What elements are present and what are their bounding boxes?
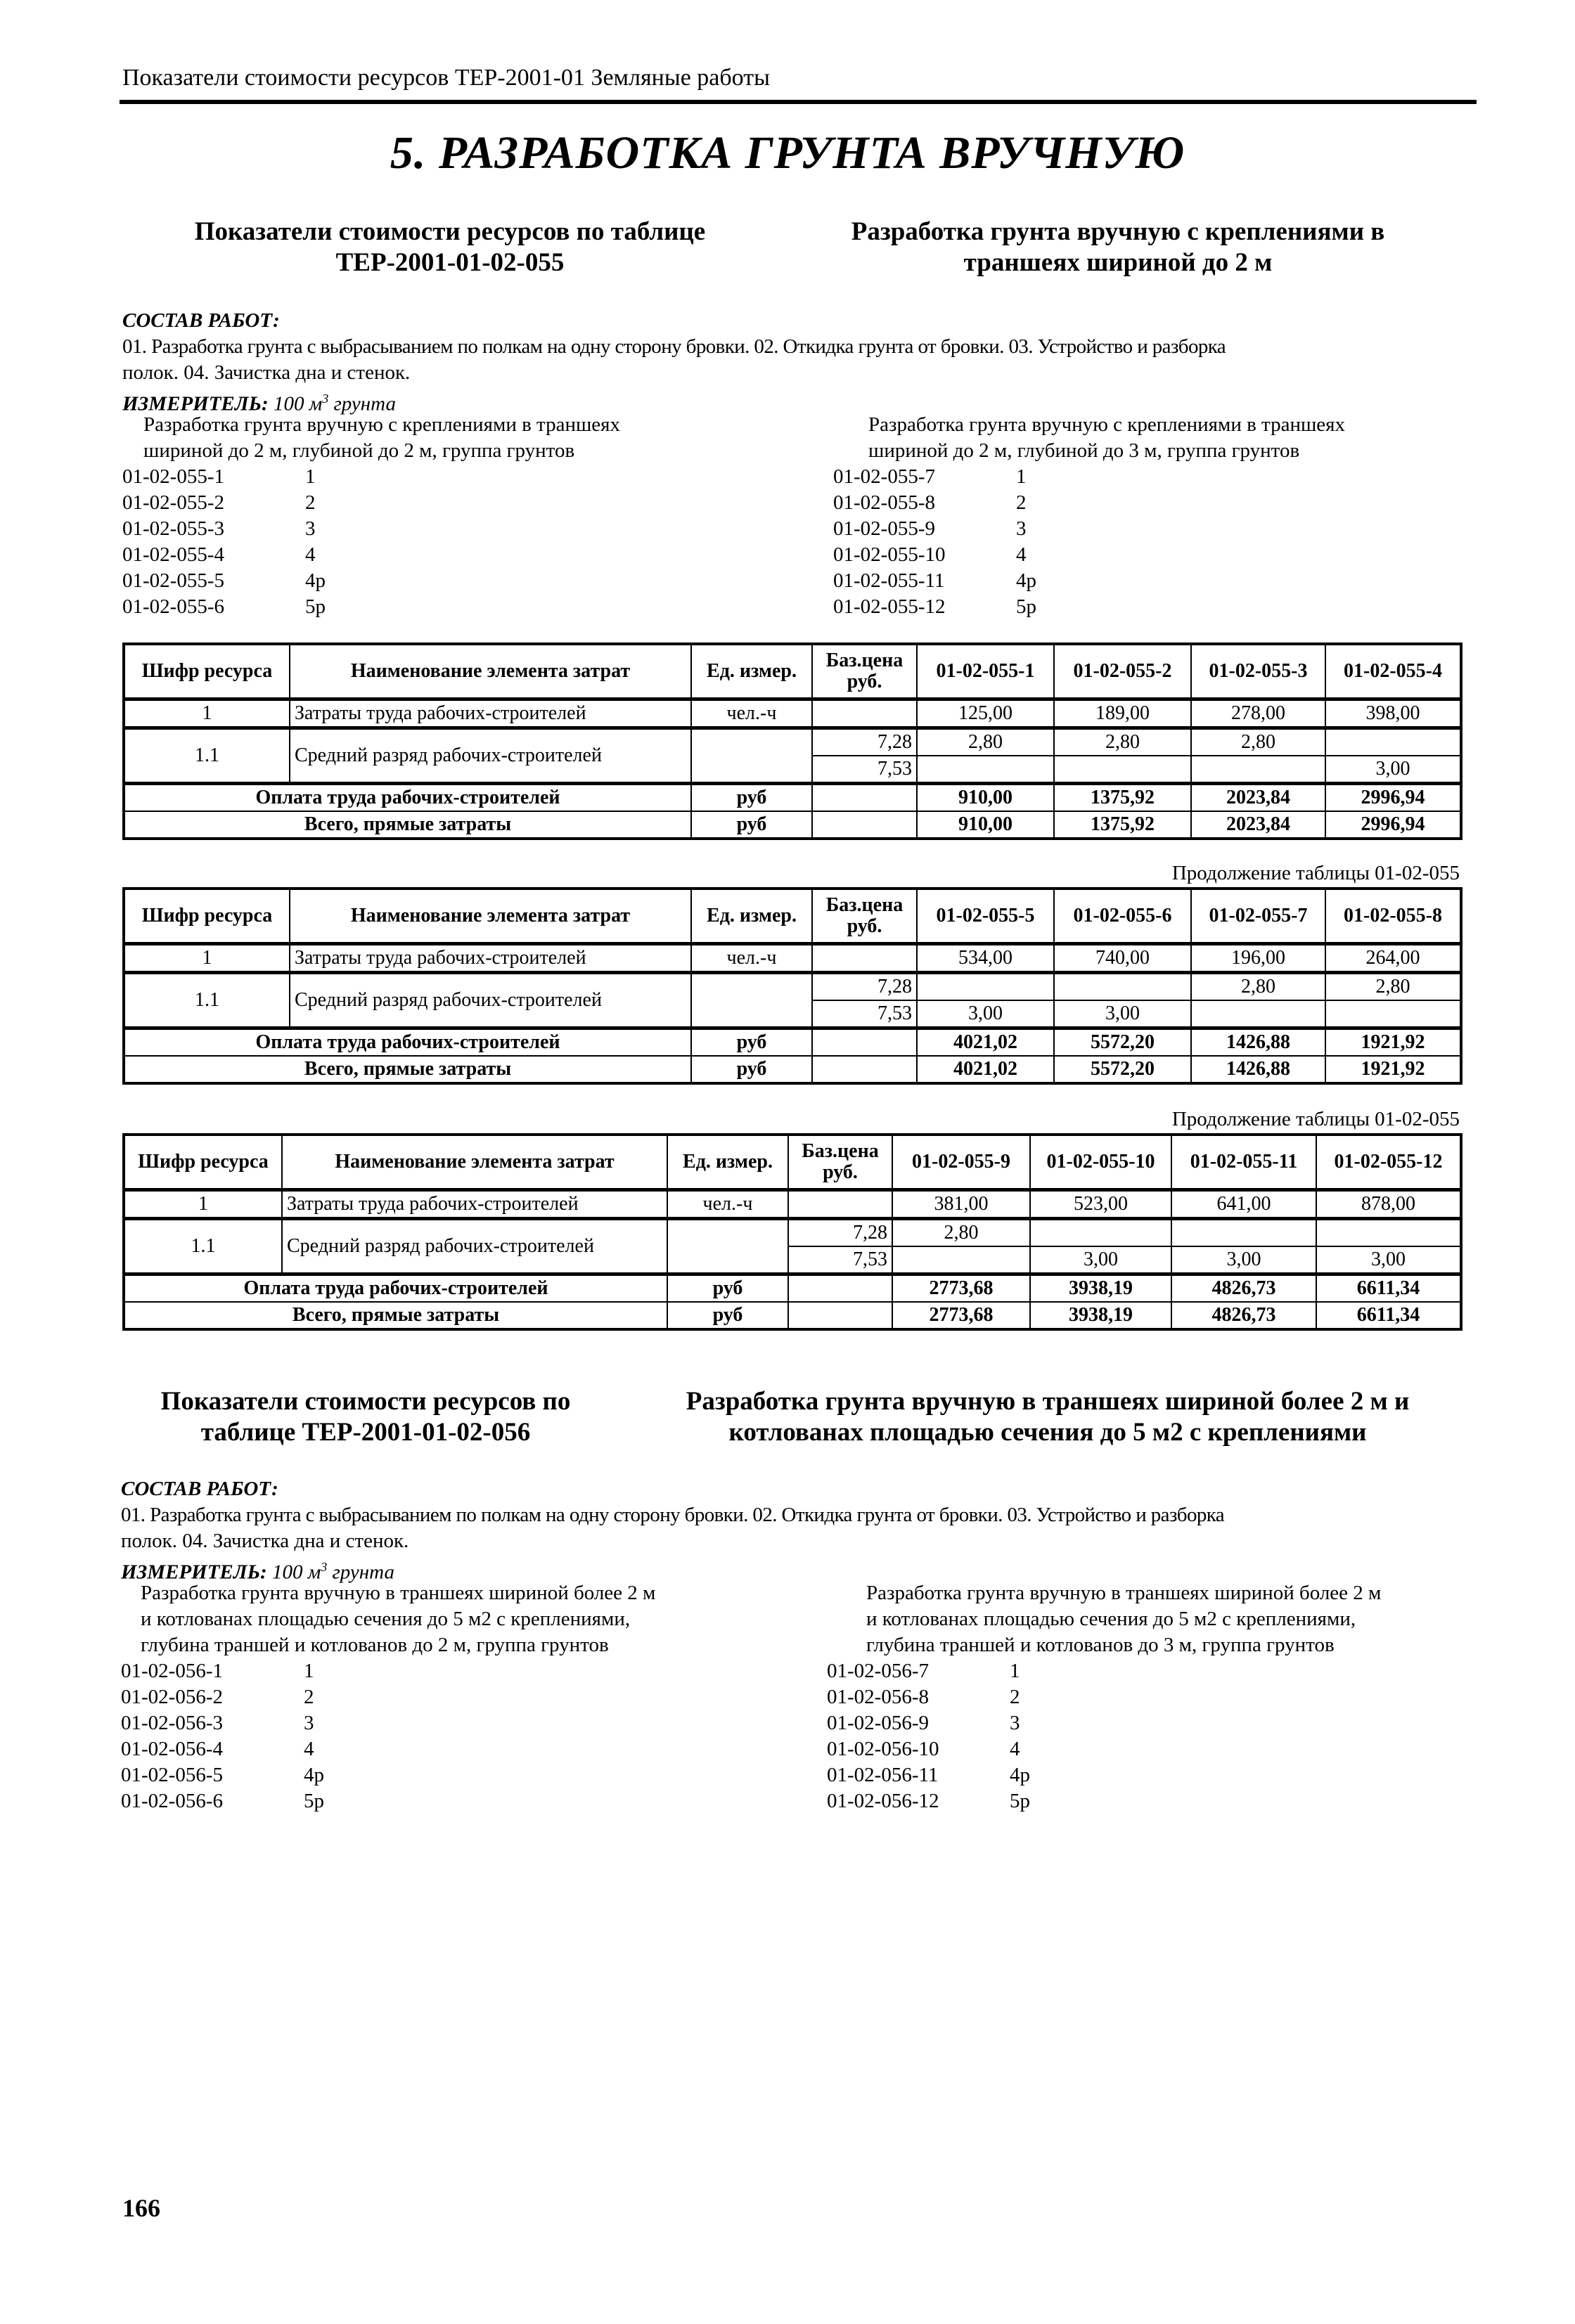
group: 1: [1016, 465, 1027, 488]
value: 189,00: [1054, 699, 1191, 728]
group: 3: [1010, 1712, 1020, 1734]
price: [788, 1302, 892, 1329]
price: 7,28: [788, 1219, 892, 1247]
header-row: [124, 1135, 1461, 1190]
code: 01-02-056-10: [827, 1738, 939, 1760]
heading-line: Разработка грунта вручную с креплениями в: [851, 217, 1385, 246]
running-header: Показатели стоимости ресурсов ТЕР-2001-01 Земляные работы: [122, 65, 770, 91]
value: 278,00: [1191, 699, 1325, 728]
value: [1054, 756, 1191, 784]
col-header-name: Наименование элемента затрат: [282, 1135, 667, 1190]
value: 4826,73: [1171, 1274, 1316, 1303]
group: 5р: [305, 595, 326, 618]
unit: [691, 973, 812, 1028]
unit: руб: [691, 1028, 812, 1057]
group: 5р: [1016, 595, 1036, 618]
value: 1375,92: [1054, 784, 1191, 812]
value: 2773,68: [892, 1302, 1030, 1329]
value: 6611,34: [1316, 1302, 1461, 1329]
col-header-name: Наименование элемента затрат: [290, 644, 691, 699]
code-row: [122, 568, 755, 594]
summary-name: Всего, прямые затраты: [124, 811, 691, 839]
value: 2,80: [917, 728, 1054, 756]
col-header-code: Шифр ресурса: [124, 644, 290, 699]
works-text: полок. 04. Зачистка дна и стенок.: [121, 1530, 409, 1552]
meter-sup: 3: [322, 392, 329, 406]
value: 2,80: [1054, 728, 1191, 756]
code-row: [122, 464, 755, 490]
value: 3,00: [1030, 1246, 1171, 1274]
code: 01-02-055-4: [122, 543, 224, 566]
value: [1054, 973, 1191, 1001]
value: 3,00: [1171, 1246, 1316, 1274]
price: [788, 1274, 892, 1303]
value: [1191, 756, 1325, 784]
works-text: 01. Разработка грунта с выбрасыванием по полкам на одну сторону бровки. 02. Откидка грунта от бровки. 03. Устройство и разборка: [122, 335, 1226, 358]
value: 4021,02: [917, 1028, 1054, 1057]
desc-line: и котлованах площадью сечения до 5 м2 с креплениями,: [141, 1608, 631, 1630]
price-label: Баз.цена: [802, 1140, 879, 1162]
code-row: [833, 568, 1466, 594]
col-header-code: Шифр ресурса: [124, 1135, 282, 1190]
meter-value: 100 м: [271, 1561, 321, 1584]
continuation-label: Продолжение таблицы 01-02-055: [1171, 862, 1460, 884]
col-header-price: [812, 644, 917, 699]
value: [1030, 1219, 1171, 1247]
value: 878,00: [1316, 1190, 1461, 1219]
price: 7,53: [812, 1000, 917, 1028]
heading-line: траншеях шириной до 2 м: [963, 248, 1273, 277]
code: 01-02-055-3: [122, 517, 224, 540]
unit: руб: [667, 1302, 788, 1329]
value: 3,00: [917, 1000, 1054, 1028]
code-row: [827, 1658, 1502, 1684]
price: [812, 1056, 917, 1083]
code: 01-02-055-6: [122, 595, 224, 618]
value: [1171, 1219, 1316, 1247]
resource-name: Затраты труда рабочих-строителей: [290, 944, 691, 973]
desc-line: Разработка грунта вручную с креплениями в траншеях: [868, 413, 1346, 436]
col-header-rate: 01-02-055-12: [1316, 1135, 1461, 1190]
resource-name: Затраты труда рабочих-строителей: [282, 1190, 667, 1219]
code-row: [827, 1710, 1502, 1736]
section-055-left-codes: [122, 412, 755, 620]
code-row: [122, 594, 755, 620]
continuation-label: Продолжение таблицы 01-02-055: [1171, 1108, 1460, 1130]
value: [1316, 1219, 1461, 1247]
value: 1921,92: [1325, 1056, 1461, 1083]
code: 01-02-056-2: [121, 1686, 223, 1708]
summary-name: Оплата труда рабочих-строителей: [124, 1274, 667, 1303]
code-row: [827, 1736, 1502, 1762]
value: 740,00: [1054, 944, 1191, 973]
meter-unit: грунта: [332, 1561, 394, 1584]
header-rule: [120, 100, 1477, 104]
value: 2023,84: [1191, 784, 1325, 812]
price: 7,53: [788, 1246, 892, 1274]
works-label: СОСТАВ РАБОТ:: [122, 309, 280, 332]
value: 381,00: [892, 1190, 1030, 1219]
meter-unit: грунта: [333, 392, 396, 415]
value: [1325, 1000, 1461, 1028]
price-label: Баз.цена: [825, 650, 904, 671]
value: 2996,94: [1325, 784, 1461, 812]
unit: [691, 728, 812, 784]
group: 4: [304, 1738, 314, 1760]
col-header-unit: Ед. измер.: [691, 644, 812, 699]
price-unit: руб.: [847, 671, 882, 692]
value: 1375,92: [1054, 811, 1191, 839]
code: 01-02-056-1: [121, 1660, 223, 1682]
value: 264,00: [1325, 944, 1461, 973]
code-row: [833, 490, 1466, 516]
col-header-price: [812, 889, 917, 944]
group: 2: [1016, 491, 1027, 514]
heading-line: Показатели стоимости ресурсов по таблице: [194, 217, 706, 246]
price: 7,28: [812, 728, 917, 756]
section-055-works: [122, 308, 1465, 418]
code-row: [122, 490, 755, 516]
value: 3938,19: [1030, 1274, 1171, 1303]
code: 01-02-056-12: [827, 1790, 939, 1812]
col-header-rate: 01-02-055-7: [1191, 889, 1325, 944]
meter-value: 100 м: [273, 392, 323, 415]
group: 4р: [1016, 569, 1036, 592]
value: [917, 756, 1054, 784]
heading-line: таблице ТЕР-2001-01-02-056: [200, 1418, 531, 1447]
code: 01-02-056-9: [827, 1712, 929, 1734]
group: 2: [305, 491, 316, 514]
value: 4826,73: [1171, 1302, 1316, 1329]
summary-name: Оплата труда рабочих-строителей: [124, 1028, 691, 1057]
group: 4: [305, 543, 316, 566]
value: 6611,34: [1316, 1274, 1461, 1303]
cost-table: [122, 1133, 1462, 1331]
code: 01-02-055-7: [833, 465, 935, 488]
meter-label: ИЗМЕРИТЕЛЬ:: [121, 1561, 267, 1584]
code: 01-02-055-10: [833, 543, 946, 566]
value: [1325, 728, 1461, 756]
resource-code: 1: [124, 699, 290, 728]
cost-table: [122, 887, 1462, 1085]
table-row: [124, 1219, 1461, 1247]
table-row: [124, 811, 1461, 839]
group: 5р: [304, 1790, 324, 1812]
value: [917, 973, 1054, 1001]
value: 641,00: [1171, 1190, 1316, 1219]
col-header-rate: 01-02-055-1: [917, 644, 1054, 699]
code-row: [827, 1762, 1502, 1788]
table-row: [124, 1190, 1461, 1219]
unit: руб: [691, 784, 812, 812]
value: 5572,20: [1054, 1056, 1191, 1083]
summary-name: Всего, прямые затраты: [124, 1302, 667, 1329]
col-header-rate: 01-02-055-9: [892, 1135, 1030, 1190]
section-055-title: [788, 217, 1448, 278]
price: [812, 784, 917, 812]
price-label: Баз.цена: [825, 894, 904, 916]
value: [1191, 1000, 1325, 1028]
desc-line: шириной до 2 м, глубиной до 3 м, группа грунтов: [868, 439, 1300, 462]
code: 01-02-056-6: [121, 1790, 223, 1812]
group: 1: [1010, 1660, 1020, 1682]
code-row: [833, 542, 1466, 568]
value: 3,00: [1325, 756, 1461, 784]
resource-name: Средний разряд рабочих-строителей: [290, 973, 691, 1028]
section-056-left-codes: [121, 1580, 796, 1814]
section-056-right-codes: [827, 1580, 1502, 1814]
code: 01-02-056-3: [121, 1712, 223, 1734]
value: 5572,20: [1054, 1028, 1191, 1057]
code: 01-02-056-8: [827, 1686, 929, 1708]
col-header-price: [788, 1135, 892, 1190]
value: 398,00: [1325, 699, 1461, 728]
price: [812, 811, 917, 839]
col-header-name: Наименование элемента затрат: [290, 889, 691, 944]
group: 1: [304, 1660, 314, 1682]
unit: руб: [667, 1274, 788, 1303]
code-row: [122, 516, 755, 542]
table-row: [124, 728, 1461, 756]
resource-name: Средний разряд рабочих-строителей: [282, 1219, 667, 1274]
group: 2: [1010, 1686, 1020, 1708]
resource-name: Средний разряд рабочих-строителей: [290, 728, 691, 784]
code: 01-02-056-4: [121, 1738, 223, 1760]
code-row: [121, 1736, 796, 1762]
works-label: СОСТАВ РАБОТ:: [121, 1478, 278, 1500]
code-row: [833, 516, 1466, 542]
group: 1: [305, 465, 316, 488]
value: 2,80: [1191, 973, 1325, 1001]
code-row: [121, 1762, 796, 1788]
value: 910,00: [917, 784, 1054, 812]
page-title: 5. РАЗРАБОТКА ГРУНТА ВРУЧНУЮ: [390, 127, 1185, 179]
meter-label: ИЗМЕРИТЕЛЬ:: [122, 392, 269, 415]
value: 2,80: [1191, 728, 1325, 756]
code: 01-02-056-5: [121, 1764, 223, 1786]
code-row: [827, 1684, 1502, 1710]
section-055-table-ref: [127, 217, 773, 278]
resource-code: 1.1: [124, 1219, 282, 1274]
price-unit: руб.: [823, 1161, 858, 1183]
code-row: [121, 1710, 796, 1736]
desc-line: шириной до 2 м, глубиной до 2 м, группа грунтов: [143, 439, 575, 462]
price: [812, 699, 917, 728]
unit: руб: [691, 811, 812, 839]
value: 2023,84: [1191, 811, 1325, 839]
code: 01-02-055-9: [833, 517, 935, 540]
code: 01-02-055-5: [122, 569, 224, 592]
section-056-title: [619, 1386, 1477, 1448]
table-row: [124, 699, 1461, 728]
unit: чел.-ч: [691, 699, 812, 728]
col-header-unit: Ед. измер.: [691, 889, 812, 944]
col-header-rate: 01-02-055-8: [1325, 889, 1461, 944]
code-row: [833, 594, 1466, 620]
desc-line: Разработка грунта вручную в траншеях шириной более 2 м: [141, 1582, 656, 1604]
value: 1921,92: [1325, 1028, 1461, 1057]
value: 534,00: [917, 944, 1054, 973]
col-header-rate: 01-02-055-5: [917, 889, 1054, 944]
desc-line: Разработка грунта вручную с креплениями в траншеях: [143, 413, 621, 436]
col-header-unit: Ед. измер.: [667, 1135, 788, 1190]
code: 01-02-055-11: [833, 569, 945, 592]
code-row: [827, 1788, 1502, 1814]
header-row: [124, 889, 1461, 944]
code: 01-02-056-11: [827, 1764, 939, 1786]
works-text: полок. 04. Зачистка дна и стенок.: [122, 361, 411, 384]
col-header-rate: 01-02-055-11: [1171, 1135, 1316, 1190]
section-056-table-ref: [120, 1386, 612, 1448]
price: 7,53: [812, 756, 917, 784]
value: 1426,88: [1191, 1028, 1325, 1057]
code-row: [121, 1788, 796, 1814]
code: 01-02-055-2: [122, 491, 224, 514]
heading-line: Показатели стоимости ресурсов по: [160, 1387, 571, 1416]
code-row: [122, 542, 755, 568]
code: 01-02-055-1: [122, 465, 224, 488]
value: 1426,88: [1191, 1056, 1325, 1083]
table-row: [124, 973, 1461, 1001]
summary-name: Всего, прямые затраты: [124, 1056, 691, 1083]
value: 4021,02: [917, 1056, 1054, 1083]
group: 3: [305, 517, 316, 540]
col-header-rate: 01-02-055-2: [1054, 644, 1191, 699]
group: 4: [1016, 543, 1027, 566]
heading-line: котлованах площадью сечения до 5 м2 с креплениями: [728, 1418, 1367, 1447]
unit: чел.-ч: [667, 1190, 788, 1219]
value: 2996,94: [1325, 811, 1461, 839]
group: 3: [1016, 517, 1027, 540]
group: 3: [304, 1712, 314, 1734]
code: 01-02-056-7: [827, 1660, 929, 1682]
value: 3938,19: [1030, 1302, 1171, 1329]
resource-code: 1.1: [124, 728, 290, 784]
price-unit: руб.: [847, 915, 882, 937]
col-header-rate: 01-02-055-3: [1191, 644, 1325, 699]
desc-line: глубина траншей и котлованов до 2 м, группа грунтов: [141, 1634, 609, 1656]
code-row: [833, 464, 1466, 490]
resource-code: 1: [124, 944, 290, 973]
value: [892, 1246, 1030, 1274]
value: 3,00: [1054, 1000, 1191, 1028]
code-row: [121, 1684, 796, 1710]
value: 196,00: [1191, 944, 1325, 973]
summary-name: Оплата труда рабочих-строителей: [124, 784, 691, 812]
col-header-rate: 01-02-055-10: [1030, 1135, 1171, 1190]
group: 2: [304, 1686, 314, 1708]
code-row: [121, 1658, 796, 1684]
col-header-code: Шифр ресурса: [124, 889, 290, 944]
code: 01-02-055-8: [833, 491, 935, 514]
value: 910,00: [917, 811, 1054, 839]
price: [812, 944, 917, 973]
works-text: 01. Разработка грунта с выбрасыванием по полкам на одну сторону бровки. 02. Откидка грунта от бровки. 03. Устройство и разборка: [121, 1504, 1225, 1526]
code: 01-02-055-12: [833, 595, 946, 618]
table-row: [124, 1056, 1461, 1083]
resource-code: 1.1: [124, 973, 290, 1028]
desc-line: глубина траншей и котлованов до 3 м, группа грунтов: [866, 1634, 1335, 1656]
value: 523,00: [1030, 1190, 1171, 1219]
page-number: 166: [122, 2194, 160, 2222]
table-row: [124, 784, 1461, 812]
group: 4р: [305, 569, 326, 592]
value: 125,00: [917, 699, 1054, 728]
resource-code: 1: [124, 1190, 282, 1219]
group: 5р: [1010, 1790, 1030, 1812]
section-056-works: [121, 1476, 1464, 1586]
table-row: [124, 1302, 1461, 1329]
resource-name: Затраты труда рабочих-строителей: [290, 699, 691, 728]
table-row: [124, 1028, 1461, 1057]
group: 4р: [304, 1764, 324, 1786]
group: 4р: [1010, 1764, 1030, 1786]
unit: чел.-ч: [691, 944, 812, 973]
unit: руб: [691, 1056, 812, 1083]
col-header-rate: 01-02-055-6: [1054, 889, 1191, 944]
heading-line: Разработка грунта вручную в траншеях шириной более 2 м и: [686, 1387, 1410, 1416]
desc-line: и котлованах площадью сечения до 5 м2 с креплениями,: [866, 1608, 1356, 1630]
header-row: [124, 644, 1461, 699]
value: 2,80: [892, 1219, 1030, 1247]
desc-line: Разработка грунта вручную в траншеях шириной более 2 м: [866, 1582, 1382, 1604]
price: 7,28: [812, 973, 917, 1001]
table-row: [124, 1274, 1461, 1303]
value: 2,80: [1325, 973, 1461, 1001]
heading-line: ТЕР-2001-01-02-055: [335, 248, 565, 277]
value: 3,00: [1316, 1246, 1461, 1274]
unit: [667, 1219, 788, 1274]
col-header-rate: 01-02-055-4: [1325, 644, 1461, 699]
price: [788, 1190, 892, 1219]
price: [812, 1028, 917, 1057]
table-row: [124, 944, 1461, 973]
cost-table: [122, 643, 1462, 840]
section-055-right-codes: [833, 412, 1466, 620]
value: 2773,68: [892, 1274, 1030, 1303]
group: 4: [1010, 1738, 1020, 1760]
meter-sup: 3: [321, 1560, 328, 1574]
